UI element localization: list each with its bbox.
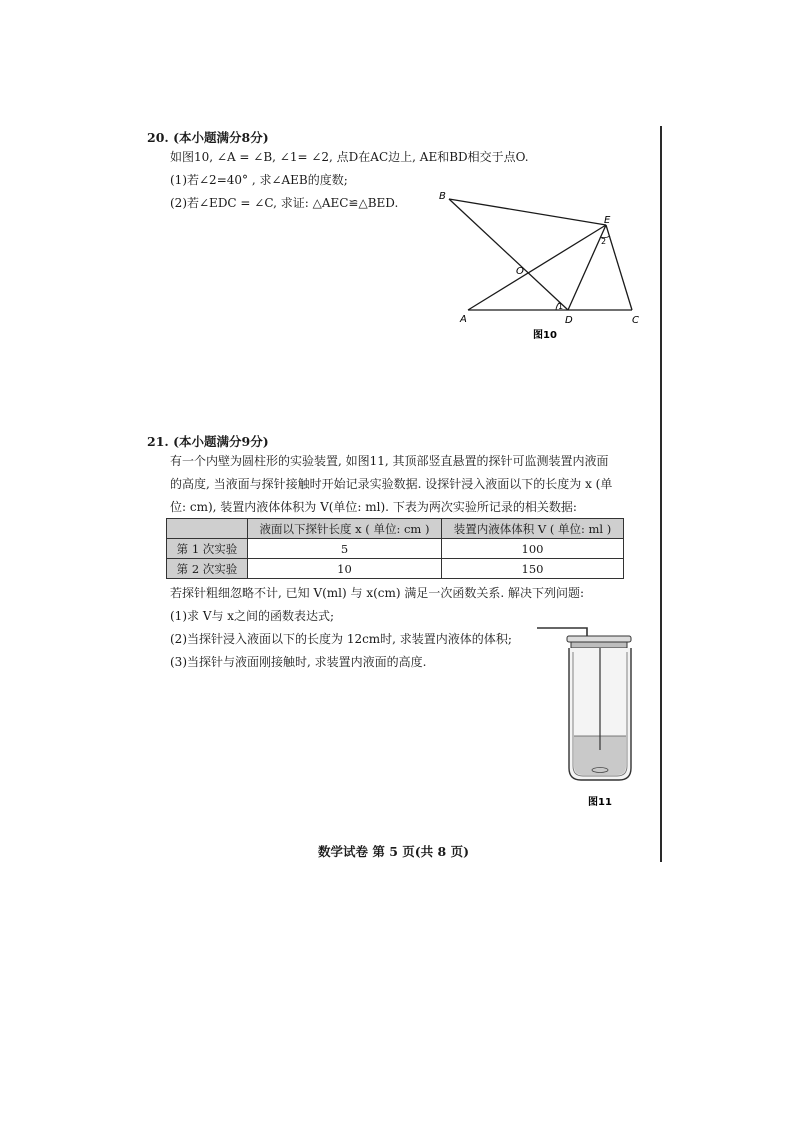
lid-top (567, 636, 631, 642)
q20-statement: 如图10, ∠A = ∠B, ∠1= ∠2, 点D在AC边上, AE和BD相交于点O. (170, 150, 529, 164)
table-cell-x: 10 (248, 559, 442, 579)
label-angle-1: 1 (558, 302, 564, 311)
label-D: D (565, 315, 573, 326)
q20-heading: 20. (本小题满分8分) (147, 130, 269, 145)
figure-11-apparatus (535, 618, 645, 810)
label-B: B (439, 191, 446, 202)
label-O: O (516, 266, 524, 277)
figure-10-geometry (430, 185, 655, 350)
table-header-row (167, 519, 624, 539)
segment-AE (468, 225, 606, 310)
table-row-label: 第 1 次实验 (167, 539, 248, 559)
q21-intro-line3: 位: cm), 装置内液体体积为 V(单位: ml). 下表为两次实验所记录的相关数据: (170, 500, 577, 514)
table-row (167, 559, 624, 579)
table-row-label: 第 2 次实验 (167, 559, 248, 579)
table-row (167, 539, 624, 559)
q21-part3: (3)当探针与液面刚接触时, 求装置内液面的高度. (170, 655, 427, 669)
lid-band (571, 642, 627, 648)
figure-11-caption: 图11 (588, 797, 612, 808)
table-corner-cell (167, 519, 248, 539)
page-margin-rule (660, 126, 662, 862)
experiment-data-table (166, 518, 624, 579)
label-E: E (604, 215, 611, 226)
q21-part1: (1)求 V与 x之间的函数表达式; (170, 609, 335, 623)
table-cell-v: 150 (442, 559, 624, 579)
q20-part1: (1)若∠2=40° , 求∠AEB的度数; (170, 173, 348, 187)
label-A: A (460, 314, 467, 325)
table-header-v: 装置内液体体积 V ( 单位: ml ) (442, 519, 624, 539)
q21-intro-line1: 有一个内壁为圆柱形的实验装置, 如图11, 其顶部竖直悬置的探针可监测装置内液面 (170, 454, 609, 468)
table-header-x: 液面以下探针长度 x ( 单位: cm ) (248, 519, 442, 539)
q20-part2: (2)若∠EDC = ∠C, 求证: △AEC≌△BED. (170, 196, 399, 210)
q21-heading: 21. (本小题满分9分) (147, 434, 269, 449)
label-angle-2: 2 (601, 237, 607, 246)
q21-part2: (2)当探针浸入液面以下的长度为 12cm时, 求装置内液体的体积; (170, 632, 512, 646)
figure-10-caption: 图10 (533, 330, 557, 341)
q21-condition: 若探针粗细忽略不计, 已知 V(ml) 与 x(cm) 满足一次函数关系. 解决下列问题: (170, 586, 585, 600)
table-cell-x: 5 (248, 539, 442, 559)
table-cell-v: 100 (442, 539, 624, 559)
q21-intro-line2: 的高度, 当液面与探针接触时开始记录实验数据. 设探针浸入液面以下的长度为 x (单 (170, 477, 613, 491)
label-C: C (632, 315, 639, 326)
page-footer: 数学试卷 第 5 页(共 8 页) (318, 844, 469, 859)
segment-EC (606, 225, 632, 310)
